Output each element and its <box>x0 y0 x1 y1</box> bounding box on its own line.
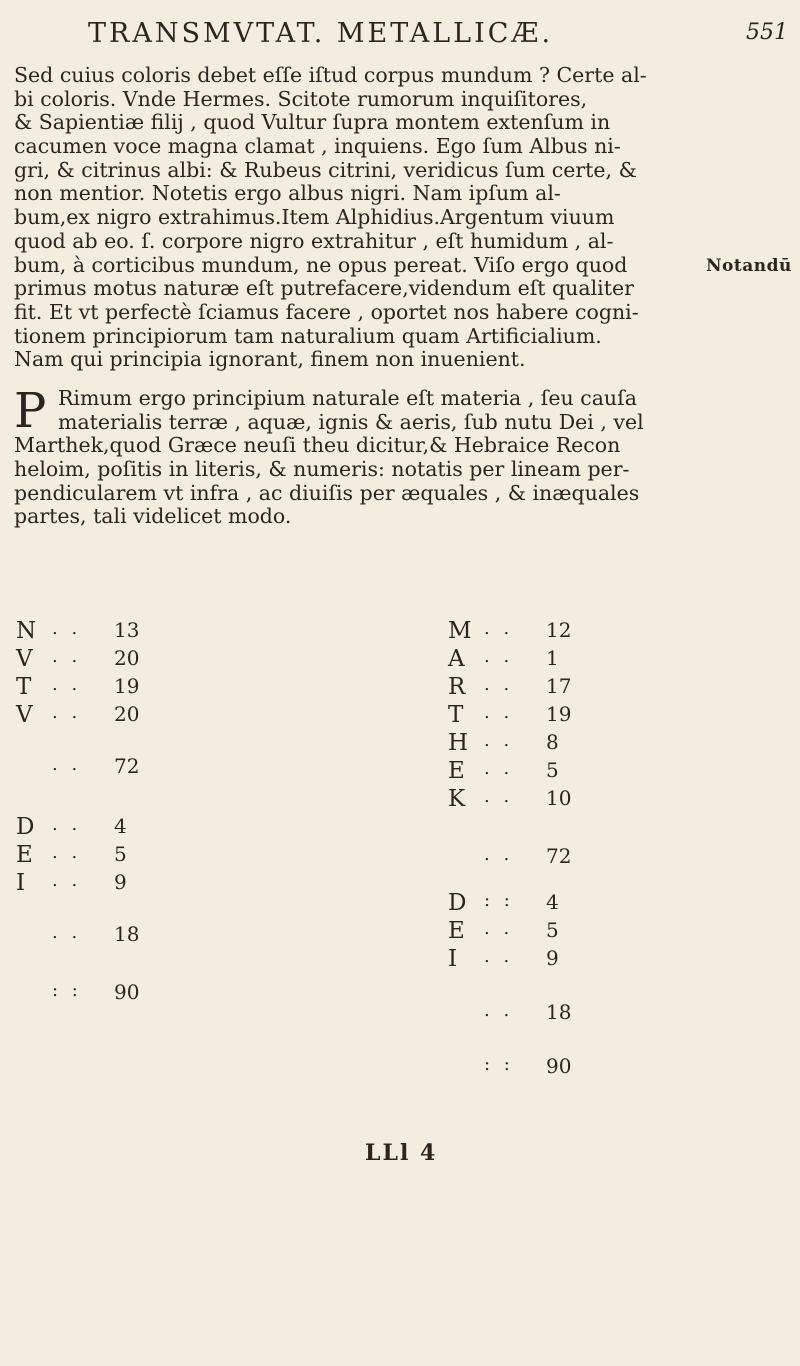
text-line: quod ab eo. ſ. corpore nigro extrahitur , eſt humidum , al- <box>14 228 614 253</box>
row-dots: . . <box>52 702 82 723</box>
row-number: 20 <box>114 646 140 670</box>
text-line: gri, & citrinus albi: & Rubeus citrini, veridicus ſum certe, & <box>14 157 637 182</box>
row-letter: H <box>448 730 469 756</box>
row-number: 90 <box>546 1054 572 1078</box>
row-number: 13 <box>114 618 140 642</box>
table-row <box>448 758 648 786</box>
row-dots: . . <box>484 674 514 695</box>
row-dots: : : <box>52 980 82 1001</box>
table-row <box>16 702 216 730</box>
text-line: Marthek,quod Græce neuſi theu dicitur,& Hebraice Recon <box>14 433 621 458</box>
row-dots: . . <box>484 844 514 865</box>
text-line <box>14 411 654 435</box>
row-dots: . . <box>52 754 82 775</box>
row-dots: . . <box>484 618 514 639</box>
row-letter: I <box>448 946 458 972</box>
table-row <box>16 814 216 842</box>
row-dots: . . <box>52 814 82 835</box>
row-number: 18 <box>546 1000 572 1024</box>
text-line: Nam qui principia ignorant, finem non inuenient. <box>14 347 526 372</box>
row-number: 5 <box>546 758 559 782</box>
row-dots: . . <box>52 674 82 695</box>
row-dots: . . <box>52 842 82 863</box>
text-line: bi coloris. Vnde Hermes. Scitote rumorum inquiſitores, <box>14 86 588 111</box>
row-letter: K <box>448 786 466 812</box>
text-line: tionem principiorum tam naturalium quam Artificialium. <box>14 323 602 348</box>
row-dots: : : <box>484 1054 514 1075</box>
text-line: primus motus naturæ eſt putrefacere,videndum eſt qualiter <box>14 276 634 301</box>
table-row <box>16 842 216 870</box>
row-number: 4 <box>546 890 559 914</box>
text-line: Sed cuius coloris debet eſſe iſtud corpus mundum ? Certe al- <box>14 63 647 87</box>
row-letter: A <box>448 646 465 672</box>
row-number: 9 <box>546 946 559 970</box>
row-letter: R <box>448 674 466 700</box>
table-row <box>448 946 648 974</box>
text-line: partes, tali videlicet modo. <box>14 504 292 529</box>
row-number: 72 <box>546 844 572 868</box>
body-text <box>14 64 654 529</box>
signature-mark: LLl 4 <box>365 1140 438 1166</box>
table-row <box>448 918 648 946</box>
row-number: 18 <box>114 922 140 946</box>
table-row <box>16 674 216 702</box>
table-row <box>448 1000 648 1028</box>
text-line: cacumen voce magna clamat , inquiens. Ego ſum Albus ni- <box>14 134 621 159</box>
row-dots: . . <box>484 730 514 751</box>
row-number: 17 <box>546 674 572 698</box>
table-row <box>448 702 648 730</box>
table-row <box>448 844 648 872</box>
running-head <box>88 18 788 58</box>
numeric-table-right <box>448 618 648 1098</box>
marginal-note: Notandū <box>706 256 792 276</box>
row-dots: . . <box>52 870 82 891</box>
table-row <box>16 618 216 646</box>
row-letter: V <box>16 702 33 728</box>
row-letter: T <box>16 674 32 700</box>
row-letter: D <box>448 890 467 916</box>
row-letter: M <box>448 618 472 644</box>
table-row <box>16 646 216 674</box>
row-number: 19 <box>546 702 572 726</box>
row-letter: V <box>16 646 33 672</box>
row-number: 20 <box>114 702 140 726</box>
table-row <box>448 618 648 646</box>
row-dots: . . <box>52 922 82 943</box>
row-number: 72 <box>114 754 140 778</box>
row-dots: . . <box>52 646 82 667</box>
row-dots: . . <box>484 702 514 723</box>
numeric-table-left <box>16 618 216 1018</box>
row-dots: . . <box>484 1000 514 1021</box>
row-dots: . . <box>484 758 514 779</box>
text-line: fit. Et vt perfectè ſciamus facere , oportet nos habere cogni- <box>14 299 639 324</box>
row-number: 1 <box>546 646 559 670</box>
row-dots: . . <box>484 918 514 939</box>
row-letter: D <box>16 814 35 840</box>
row-dots: . . <box>484 646 514 667</box>
line-text: Rimum ergo principium naturale eſt materia , ſeu cauſa <box>58 385 637 410</box>
row-number: 5 <box>114 842 127 866</box>
row-letter: I <box>16 870 26 896</box>
row-number: 9 <box>114 870 127 894</box>
row-letter: E <box>16 842 33 868</box>
table-row <box>448 786 648 814</box>
table-row <box>16 870 216 898</box>
row-number: 5 <box>546 918 559 942</box>
text-line: pendicularem vt infra , ac diuiſis per æquales , & inæquales <box>14 480 640 505</box>
row-dots: . . <box>52 618 82 639</box>
paragraph-2 <box>14 382 654 529</box>
row-dots: : : <box>484 890 514 911</box>
table-row <box>448 1054 648 1082</box>
running-title: TRANSMVTAT. METALLICÆ. <box>88 18 554 49</box>
row-number: 12 <box>546 618 572 642</box>
row-dots: . . <box>484 786 514 807</box>
paragraph-1 <box>14 64 654 372</box>
table-row <box>16 922 216 950</box>
row-number: 8 <box>546 730 559 754</box>
table-row <box>448 646 648 674</box>
paragraph-2-rest <box>14 434 654 529</box>
table-row <box>16 754 216 782</box>
table-row <box>16 980 216 1008</box>
text-line: & Sapientiæ filij , quod Vultur ſupra montem extenſum in <box>14 110 611 135</box>
row-number: 4 <box>114 814 127 838</box>
row-letter: E <box>448 758 465 784</box>
row-number: 19 <box>114 674 140 698</box>
text-line: bum, à corticibus mundum, ne opus pereat. Viſo ergo quod <box>14 252 628 277</box>
table-row <box>448 674 648 702</box>
row-letter: T <box>448 702 464 728</box>
text-line: bum,ex nigro extrahimus.Item Alphidius.Argentum viuum <box>14 205 615 230</box>
row-letter: N <box>16 618 37 644</box>
text-line: non mentior. Notetis ergo albus nigri. Nam ipſum al- <box>14 181 561 206</box>
table-row <box>448 730 648 758</box>
row-letter: E <box>448 918 465 944</box>
page-number: 551 <box>746 20 788 45</box>
table-row <box>448 890 648 918</box>
line-text: materialis terræ , aquæ, ignis & aeris, ſub nutu Dei , vel <box>58 409 644 434</box>
drop-cap: P <box>14 382 47 439</box>
text-line: heloim, poſitis in literis, & numeris: notatis per lineam per- <box>14 457 630 481</box>
row-number: 90 <box>114 980 140 1004</box>
row-number: 10 <box>546 786 572 810</box>
row-dots: . . <box>484 946 514 967</box>
